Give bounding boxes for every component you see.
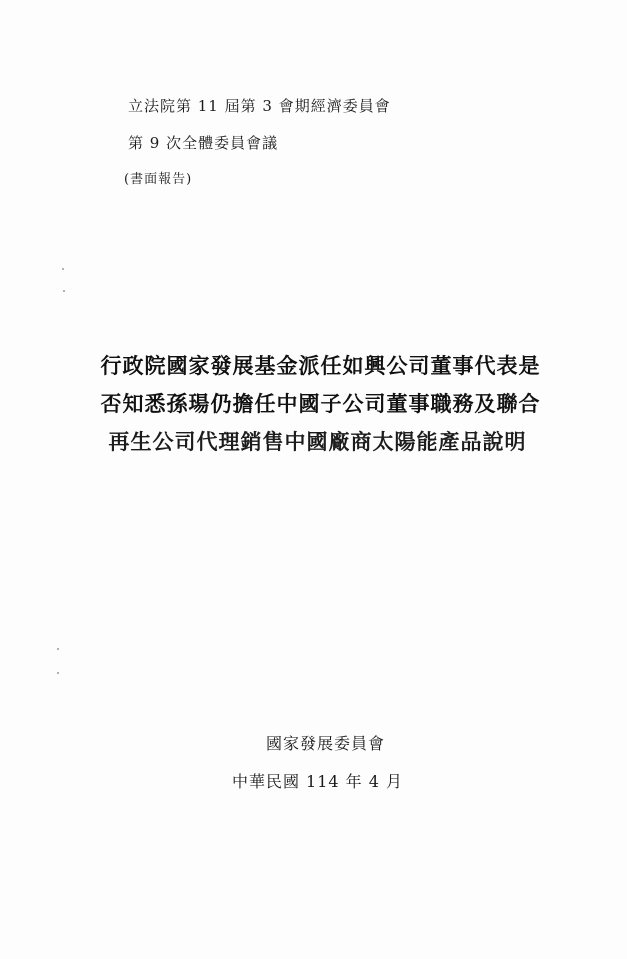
- title-line-2: 否知悉孫瑒仍擔任中國子公司董事職務及聯合: [100, 392, 541, 416]
- document-footer: [0, 733, 627, 809]
- issue-date: 中華民國 114 年 4 月: [231, 772, 404, 791]
- issuing-organization: 國家發展委員會: [265, 734, 385, 753]
- scan-speck: [63, 290, 65, 292]
- report-type: (書面報告): [124, 172, 193, 187]
- report-header: [124, 96, 391, 207]
- scan-speck: [57, 672, 59, 674]
- scan-speck: [57, 648, 59, 650]
- scan-speck: [62, 268, 64, 270]
- document-title: [0, 352, 627, 466]
- meeting-name: 第 9 次全體委員會議: [128, 134, 279, 152]
- title-line-1: 行政院國家發展基金派任如興公司董事代表是: [100, 354, 541, 378]
- committee-name: 立法院第 11 屆第 3 會期經濟委員會: [128, 97, 391, 115]
- title-line-3: 再生公司代理銷售中國廠商太陽能產品說明: [108, 430, 527, 454]
